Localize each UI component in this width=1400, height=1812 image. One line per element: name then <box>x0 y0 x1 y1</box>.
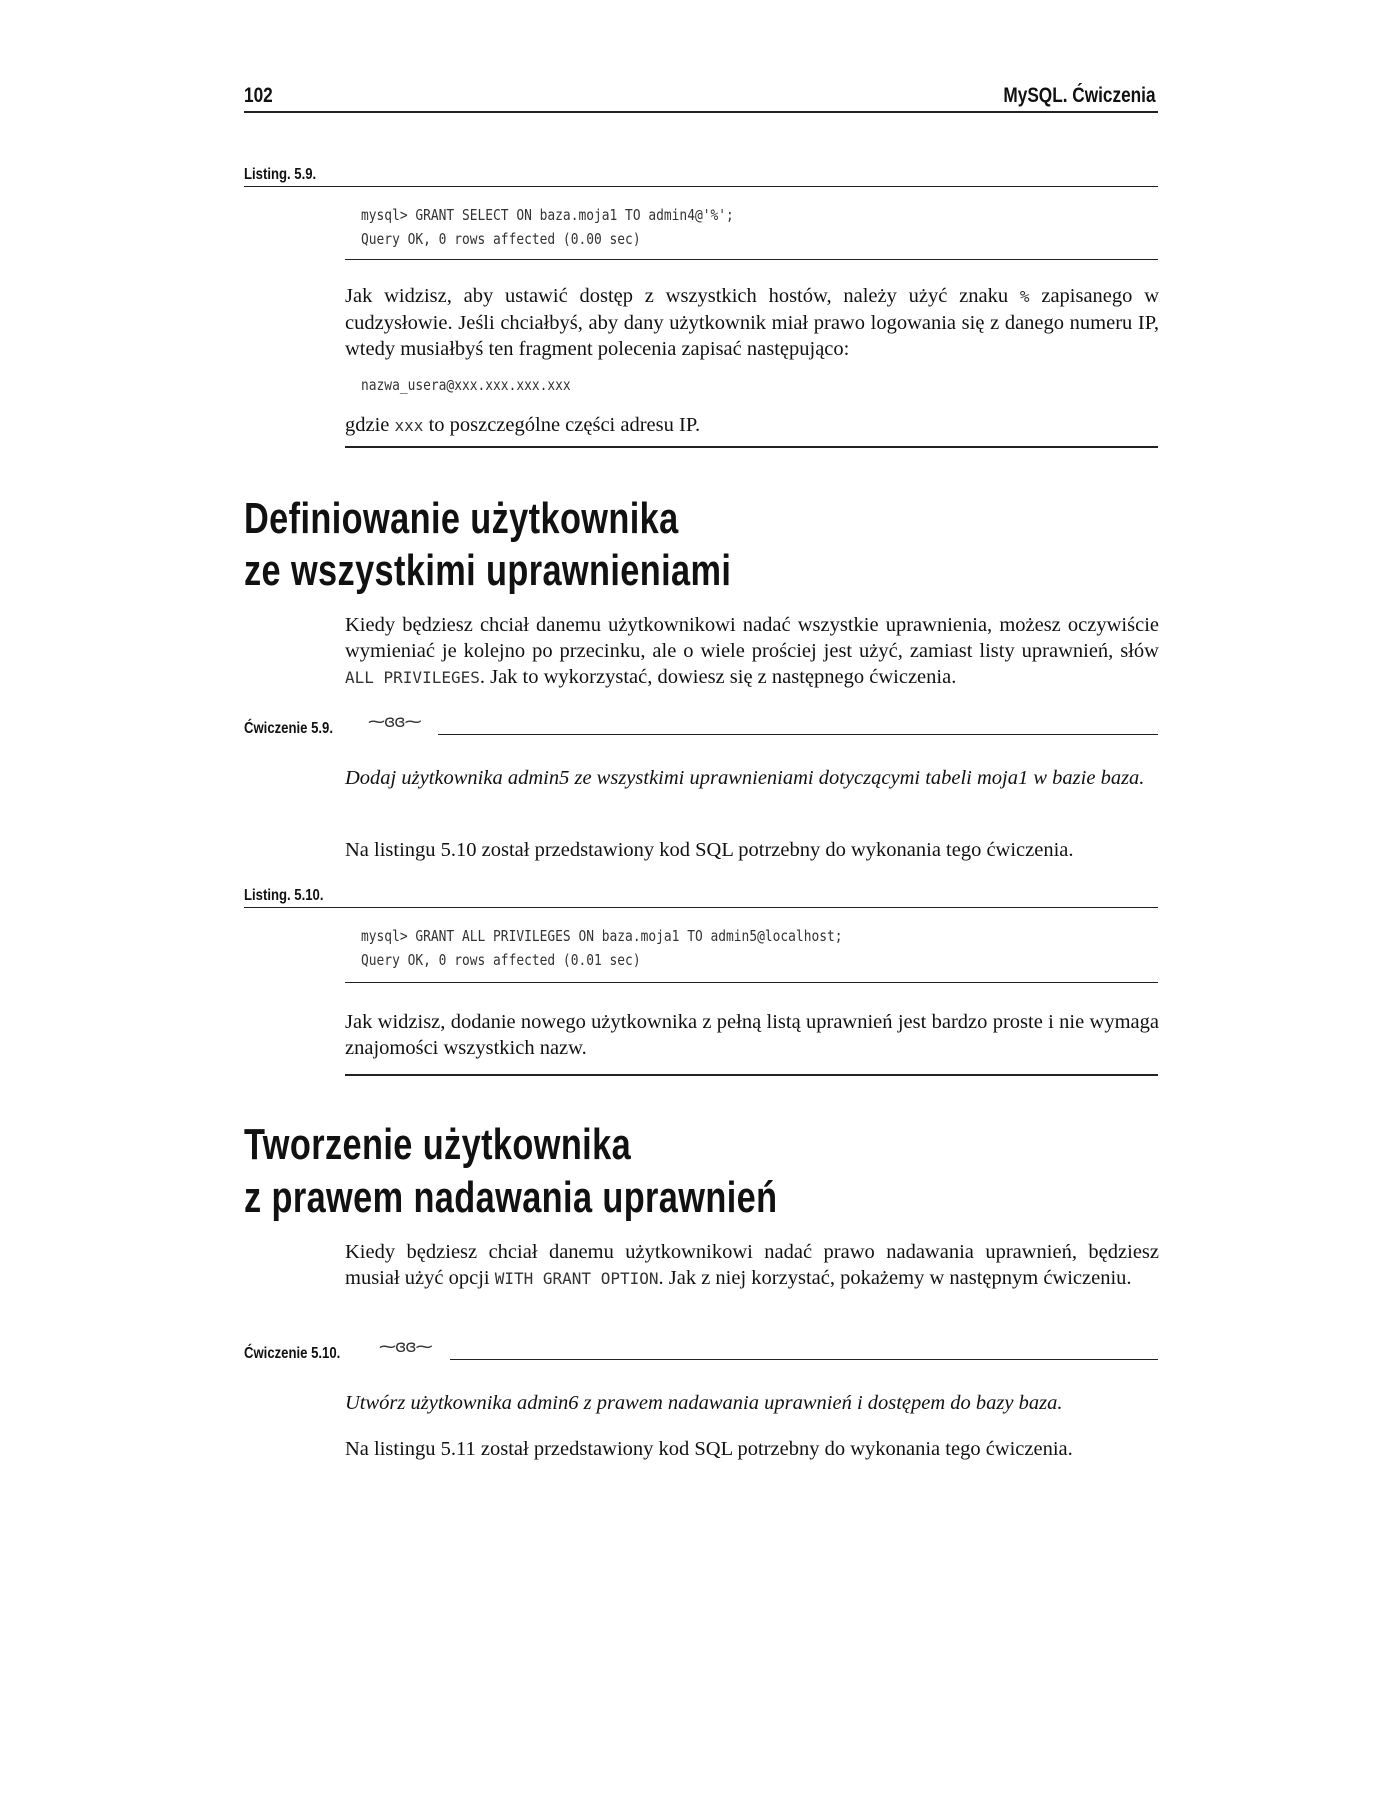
exercise-5-9-intro: Na listingu 5.10 został przedstawiony kod SQL potrzebny do wykonania tego ćwiczenia. <box>345 839 1074 861</box>
paragraph-text: . Jak z niej korzystać, pokażemy w następnym ćwiczeniu. <box>658 1267 1132 1289</box>
paragraph-all-privileges <box>345 612 1159 691</box>
section-end-rule <box>345 446 1158 448</box>
exercise-rule <box>450 1359 1158 1360</box>
listing-bottom-rule <box>345 982 1158 983</box>
section-end-rule <box>345 1074 1158 1076</box>
paragraph-text: zapisanego w cudzysłowie. Jeśli chciałbyś, aby dany użytkownik miał prawo logowania się z danego numeru IP, wtedy musiałbyś ten fragment polecenia zapisać następująco: <box>345 285 1160 360</box>
ip-example-code: nazwa_usera@xxx.xxx.xxx.xxx <box>361 376 571 394</box>
paragraph-ip <box>345 412 1159 439</box>
ornament-icon: ⁓ɞɞ⁓ <box>368 712 421 732</box>
paragraph-text: Kiedy będziesz chciał danemu użytkownikowi nadać prawo nadawania uprawnień, będziesz musiał użyć opcji <box>345 1241 1159 1289</box>
exercise-5-10-intro: Na listingu 5.11 został przedstawiony kod SQL potrzebny do wykonania tego ćwiczenia. <box>345 1438 1073 1460</box>
paragraph-full-list: Jak widzisz, dodanie nowego użytkownika z pełną listą uprawnień jest bardzo proste i nie wymaga znajomości wszystkich nazw. <box>345 1011 1159 1059</box>
header-rule <box>244 111 1158 113</box>
listing-bottom-rule <box>345 259 1158 260</box>
section-heading-line-1: Definiowanie użytkownika <box>244 494 679 543</box>
running-title: MySQL. Ćwiczenia <box>1003 84 1156 107</box>
listing-5-10-line-2: Query OK, 0 rows affected (0.01 sec) <box>361 951 641 969</box>
exercise-5-10-task: Utwórz użytkownika admin6 z prawem nadawania uprawnień i dostępem do bazy baza. <box>345 1392 1063 1414</box>
listing-top-rule <box>244 186 1158 187</box>
inline-code: xxx <box>394 416 424 435</box>
exercise-5-9-label: Ćwiczenie 5.9. <box>244 720 333 737</box>
paragraph-text: . Jak to wykorzystać, dowiesz się z następnego ćwiczenia. <box>479 666 957 688</box>
paragraph-text: to poszczególne części adresu IP. <box>423 414 701 436</box>
paragraph-hosts <box>345 283 1159 362</box>
inline-code: ALL PRIVILEGES <box>345 668 480 687</box>
listing-5-10-line-1: mysql> GRANT ALL PRIVILEGES ON baza.moja1 TO admin5@localhost; <box>361 927 843 945</box>
section-heading-line-1: Tworzenie użytkownika <box>244 1120 632 1169</box>
listing-5-10-label: Listing. 5.10. <box>244 887 324 904</box>
ornament-icon: ⁓ɞɞ⁓ <box>379 1337 432 1357</box>
paragraph-grant-option <box>345 1239 1159 1292</box>
paragraph-text: Kiedy będziesz chciał danemu użytkownikowi nadać wszystkie uprawnienia, możesz oczywiście wymieniać je kolejno po przecinku, ale o wiele prościej jest użyć, zamiast listy uprawnień, słów <box>345 614 1159 662</box>
inline-code: % <box>1019 287 1030 306</box>
listing-5-9-line-2: Query OK, 0 rows affected (0.00 sec) <box>361 230 641 248</box>
page-number: 102 <box>244 84 273 107</box>
exercise-5-10-label: Ćwiczenie 5.10. <box>244 1345 341 1362</box>
paragraph-text: Jak widzisz, aby ustawić dostęp z wszystkich hostów, należy użyć znaku <box>345 285 1020 307</box>
section-heading-line-2: ze wszystkimi uprawnieniami <box>244 546 732 595</box>
listing-5-9-line-1: mysql> GRANT SELECT ON baza.moja1 TO admin4@'%'; <box>361 206 734 224</box>
exercise-rule <box>438 734 1158 735</box>
listing-top-rule <box>244 907 1158 908</box>
inline-code: WITH GRANT OPTION <box>494 1269 659 1288</box>
exercise-5-9-task: Dodaj użytkownika admin5 ze wszystkimi uprawnieniami dotyczącymi tabeli moja1 w bazie baza. <box>345 767 1145 789</box>
listing-5-9-label: Listing. 5.9. <box>244 166 317 183</box>
section-heading-line-2: z prawem nadawania uprawnień <box>244 1173 778 1222</box>
paragraph-text: gdzie <box>345 414 395 436</box>
